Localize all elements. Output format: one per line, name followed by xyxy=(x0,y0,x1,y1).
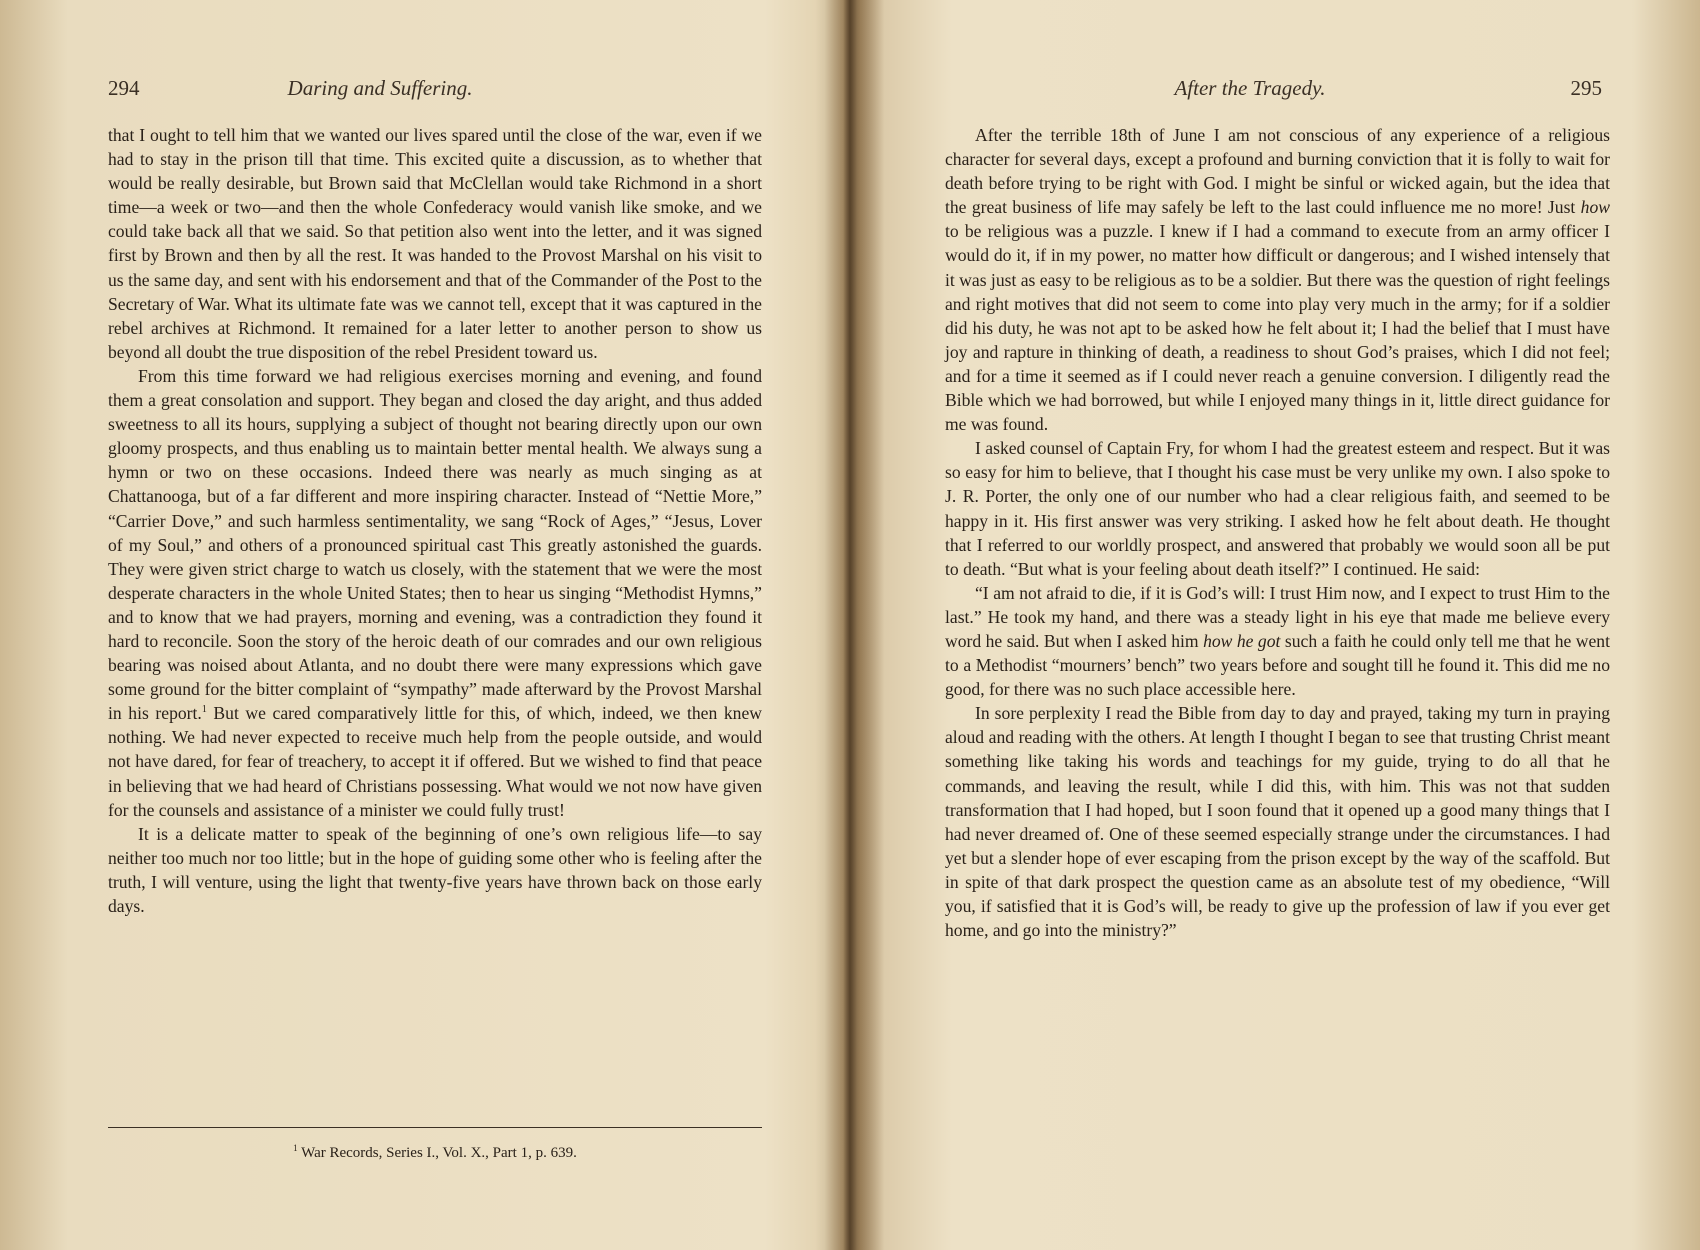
footnote xyxy=(108,1143,762,1162)
right-paragraph-3 xyxy=(945,581,1610,701)
right-paragraph-3-a: “I am not afraid to die, if it is God’s will: I trust Him now, and I expect to trust Him to the last.” He took my hand, and there was a steady light in his eye that made me believe every word he said. But when I asked him xyxy=(945,582,1610,651)
footnote-marker: 1 xyxy=(293,1143,298,1153)
right-paragraph-1-emphasis: how xyxy=(1580,197,1610,218)
footnote-reference[interactable]: 1 xyxy=(201,704,207,716)
right-page xyxy=(850,0,1700,1250)
right-paragraph-2: I asked counsel of Captain Fry, for whom I had the greatest esteem and respect. But it was so easy for him to believe, that I thought his case must be very unlike my own. I also spoke to J. R. Porter, the only one of our number who had a clear religious faith, and seemed to be happy in it. His first answer was very striking. I asked how he felt about death. He thought that I referred to our worldly prospect, and answered that probably we would soon all be put to death. “But what is your feeling about death itself?” I continued. He said: xyxy=(945,438,1610,579)
right-paragraph-1 xyxy=(945,123,1610,436)
footnote-divider xyxy=(108,1127,762,1128)
right-page-body xyxy=(945,123,1610,942)
left-paragraph-1: that I ought to tell him that we wanted our lives spared until the close of the war, even if we had to stay in the prison till that time. This excited quite a discussion, as to whether that would be really desirable, but Brown said that McClellan would take Richmond in a short time—a week or two—and then the whole Confederacy would vanish like smoke, and we could take back all that we said. So that petition also went into the letter, and it was signed first by Brown and then by all the rest. It was handed to the Provost Marshal on his visit to us the same day, and sent with his endorsement and that of the Commander of the Post to the Secretary of War. What its ultimate fate was we cannot tell, except that it was captured in the rebel archives at Richmond. It remained for a later letter to another person to show us beyond all doubt the true disposition of the rebel President toward us. xyxy=(108,125,762,362)
left-paragraph-2-text: From this time forward we had religious exercises morning and evening, and found them a great consolation and support. They began and closed the day aright, and thus added sweetness to all its hours, supplying a subject of thought not bearing directly upon our own gloomy prospects, and thus enabling us to maintain better mental health. We always sung a hymn or two on these occasions. Indeed there was nearly as much singing as at Chattanooga, but of a far different and more inspiring character. Instead of “Nettie More,” “Carrier Dove,” and such harmless sentimentality, we sang “Rock of Ages,” “Jesus, Lover of my Soul,” and others of a pronounced spiritual cast This greatly astonished the guards. They were given strict charge to watch us closely, with the statement that we were the most desperate characters in the whole United States; then to hear us singing “Methodist Hymns,” and to know that we had prayers, morning and evening, was a contradiction they found it hard to reconcile. Soon the story of the heroic death of our comrades and our own religious bearing was noised about Atlanta, and no doubt there were many expressions which gave some ground for the bitter complaint of “sympathy” made afterward by the Provost Marshal in his report. xyxy=(108,365,762,724)
right-running-title: After the Tragedy. xyxy=(1174,76,1326,100)
right-paragraph-1-b: to be religious was a puzzle. I knew if I had a command to execute from an army officer I would do it, if in my power, no matter how difficult or dangerous; and I wished intensely that it was just as easy to be religious as to be a soldier. But there was the question of right feelings and right motives that did not seem to come into play very much in the army; for if a soldier did his duty, he was not apt to be asked how he felt about it; I had the belief that I must have joy and rapture in thinking of death, a readiness to shout God’s praises, which I did not feel; and for a time it seemed as if I could never reach a genuine conversion. I diligently read the Bible which we had borrowed, but while I enjoyed many things in it, little direct guidance for me was found. xyxy=(945,221,1611,435)
left-page-number: 294 xyxy=(108,76,140,100)
left-running-title: Daring and Suffering. xyxy=(287,76,473,100)
right-page-number: 295 xyxy=(1570,76,1602,100)
left-paragraph-3: It is a delicate matter to speak of the beginning of one’s own religious life—to say neither too much nor too little; but in the hope of guiding some other who is feeling after the truth, I will venture, using the light that twenty-five years have thrown back on those early days. xyxy=(108,823,762,916)
left-page-body xyxy=(108,123,762,918)
right-paragraph-3-b: such a faith he could only tell me that he went to a Methodist “mourners’ bench” two years before and sought till he found it. This did me no good, for there was no such place accessible here. xyxy=(945,630,1610,700)
right-paragraph-4: In sore perplexity I read the Bible from day to day and prayed, taking my turn in praying aloud and reading with the others. At length I thought I began to see that trusting Christ meant something like taking his words and teachings for my guide, trying to do all that he commands, and leaving the result, while I did this, with him. This was not that sudden transformation that I had hoped, but I soon found that it opened up a good many things that I had never dreamed of. One of these seemed especially strange under the circumstances. I had yet but a slender hope of ever escaping from the prison except by the way of the scaffold. But in spite of that dark prospect the question came as an absolute test of my obedience, “Will you, if satisfied that it is God’s will, be ready to give up the profession of law if you ever get home, and go into the ministry?” xyxy=(945,703,1610,941)
left-paragraph-2 xyxy=(108,364,762,822)
footnote-text: War Records, Series I., Vol. X., Part 1, p. 639. xyxy=(301,1145,577,1161)
left-paragraph-2-continuation: But we cared comparatively little for this, of which, indeed, we then knew nothing. We had never expected to receive much help from the people outside, and would not have dared, for fear of treachery, to accept it if offered. But we wished to find that peace in believing that we had heard of Christians possessing. What would we not now have given for the counsels and assistance of a minister we could fully trust! xyxy=(108,703,762,820)
right-paragraph-1-a: After the terrible 18th of June I am not conscious of any experience of a religious character for several days, except a profound and burning conviction that it is folly to wait for death before trying to be right with God. I might be sinful or wicked again, but the idea that the great business of life may safely be left to the last could influence me no more! Just xyxy=(945,125,1610,218)
right-paragraph-3-emphasis: how he got xyxy=(1203,630,1281,651)
book-gutter xyxy=(815,0,885,1250)
